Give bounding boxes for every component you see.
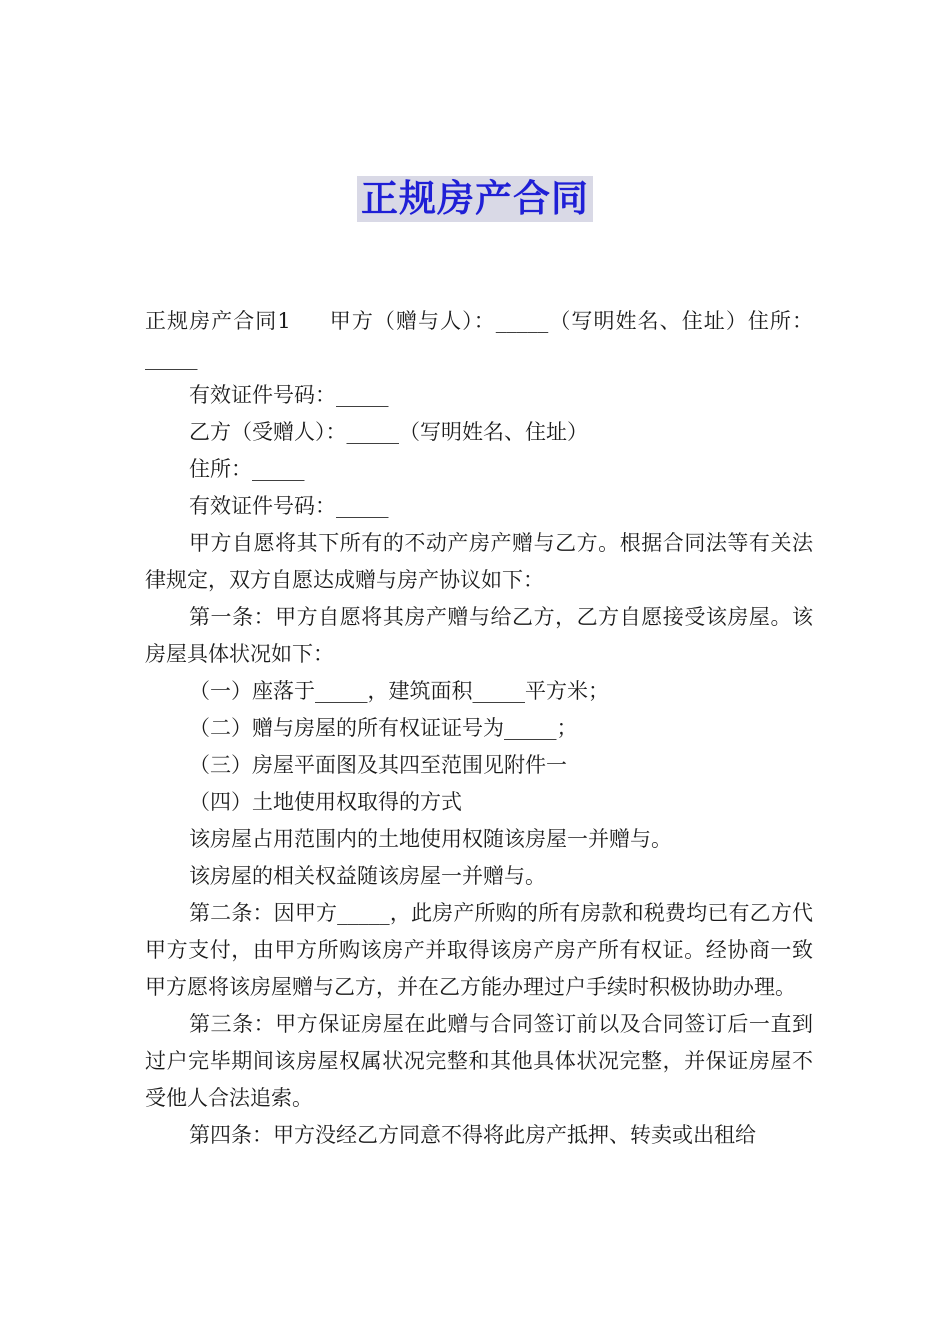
paragraph-article-1: 第一条：甲方自愿将其房产赠与给乙方，乙方自愿接受该房屋。该房屋具体状况如下： (145, 605, 813, 666)
paragraph-text: 甲方（赠与人）：_____（写明姓名、住址）住所：_____ (145, 309, 813, 370)
document-title: 正规房产合同 (357, 176, 593, 222)
paragraph-party-b: 乙方（受赠人）：_____（写明姓名、住址） (189, 420, 588, 444)
paragraph-party-b-id: 有效证件号码：_____ (189, 494, 389, 518)
document-body (145, 303, 813, 1154)
paragraph-article-4: 第四条：甲方没经乙方同意不得将此房产抵押、转卖或出租给 (189, 1123, 756, 1147)
paragraph-party-b-address: 住所：_____ (189, 457, 305, 481)
paragraph-item-1: （一）座落于_____，建筑面积_____平方米； (189, 679, 609, 703)
paragraph-party-a (145, 303, 813, 377)
title-container (0, 176, 950, 222)
paragraph-item-3: （三）房屋平面图及其四至范围见附件一 (189, 753, 567, 777)
paragraph-article-2: 第二条：因甲方_____，此房产所购的所有房款和税费均已有乙方代甲方支付，由甲方所购该房产并取得该房产房产所有权证。经协商一致甲方愿将该房屋赠与乙方，并在乙方能办理过户手续时积极协助办理。 (145, 901, 813, 999)
paragraph-item-4: （四）土地使用权取得的方式 (189, 790, 462, 814)
paragraph-article-3: 第三条：甲方保证房屋在此赠与合同签订前以及合同签订后一直到过户完毕期间该房屋权属状况完整和其他具体状况完整，并保证房屋不受他人合法追索。 (145, 1012, 813, 1110)
intro-label: 正规房产合同1 (145, 309, 291, 333)
paragraph-party-a-id: 有效证件号码：_____ (189, 383, 389, 407)
paragraph-item-2: （二）赠与房屋的所有权证证号为_____； (189, 716, 578, 740)
paragraph-related-rights: 该房屋的相关权益随该房屋一并赠与。 (189, 864, 546, 888)
paragraph-land-use: 该房屋占用范围内的土地使用权随该房屋一并赠与。 (189, 827, 672, 851)
paragraph-preamble: 甲方自愿将其下所有的不动产房产赠与乙方。根据合同法等有关法律规定，双方自愿达成赠与房产协议如下： (145, 531, 813, 592)
